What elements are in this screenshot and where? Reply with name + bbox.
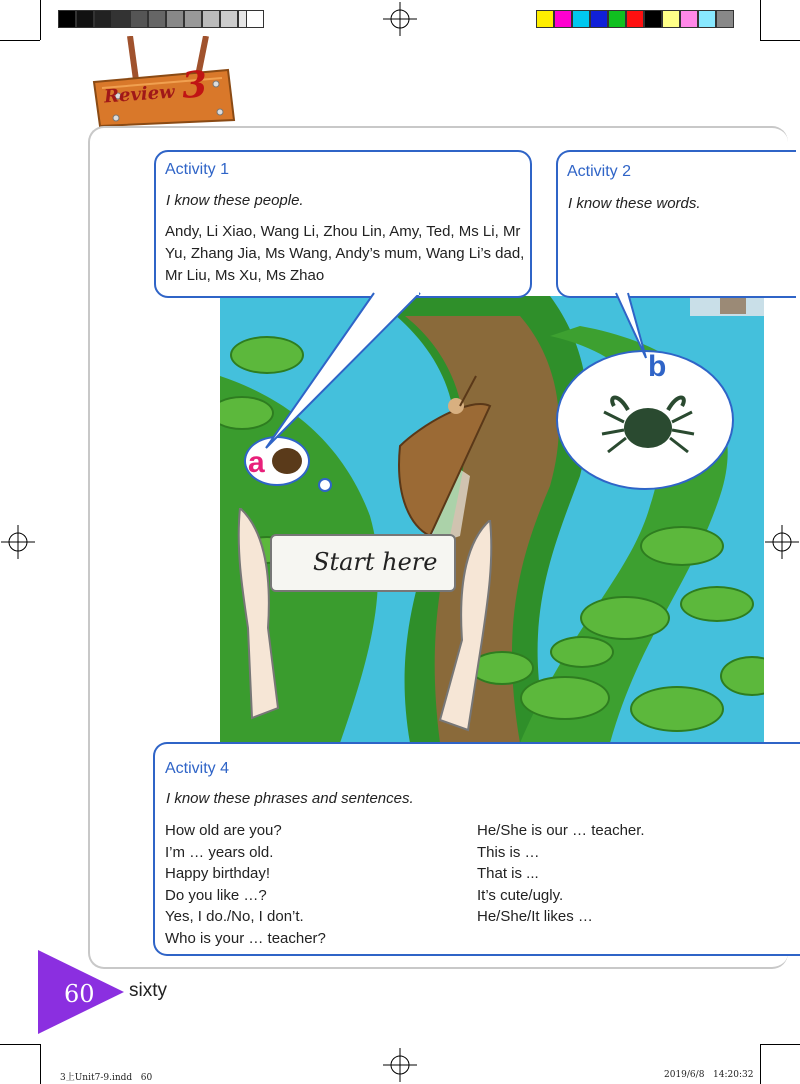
bubble-dot (318, 478, 332, 492)
activity2-title: Activity 2 (567, 163, 632, 180)
activity4-left-list (165, 820, 465, 950)
list-item: I’m … years old. (165, 843, 274, 861)
list-item: That is ... (477, 865, 539, 883)
crop-mark (760, 1044, 761, 1084)
left-pillar (232, 508, 292, 728)
marker-a: a (248, 446, 265, 479)
list-item: He/She is our … teacher. (477, 822, 645, 839)
list-item: Happy birthday! (165, 865, 271, 883)
activity1-title: Activity 1 (165, 161, 230, 178)
list-item: How old are you? (165, 822, 282, 839)
crop-mark (0, 1044, 40, 1045)
activity1-names: Andy, Li Xiao, Wang Li, Zhou Lin, Amy, Ted, Ms Li, Mr Yu, Zhang Jia, Ms Wang, Andy’s mum, Wang Li’s dad, Mr Liu, Ms Xu, Ms Zhao (165, 223, 525, 284)
page-number: 60 (64, 980, 95, 1008)
list-item: Do you like …? (165, 886, 267, 904)
right-pillar (428, 520, 498, 740)
marker-b: b (648, 350, 667, 383)
review-number: 3 (180, 63, 209, 107)
list-item: He/She/It likes … (477, 908, 593, 926)
registration-mark (1, 525, 35, 559)
page-word: sixty (129, 980, 167, 1001)
activity1-subtitle: I know these people. (166, 192, 304, 209)
crop-mark (760, 1044, 800, 1045)
activity1-pointer (256, 292, 466, 456)
crop-mark (40, 0, 41, 40)
print-timestamp: 2019/6/8 14:20:32 (664, 1070, 754, 1080)
activity2-subtitle: I know these words. (568, 195, 701, 212)
list-item: Who is your … teacher? (165, 929, 326, 947)
registration-mark (383, 2, 417, 36)
file-info: 3上Unit7-9.indd 60 (60, 1073, 153, 1083)
activity4-title: Activity 4 (165, 760, 230, 777)
list-item: It’s cute/ugly. (477, 886, 564, 904)
thought-bubble-b (556, 350, 734, 490)
list-item: This is … (477, 843, 540, 861)
review-label: Review (103, 81, 176, 108)
crop-mark (760, 40, 800, 41)
activity4-right-list (477, 820, 757, 928)
crop-mark (40, 1044, 41, 1084)
registration-mark (383, 1048, 417, 1082)
crop-mark (0, 40, 40, 41)
activity4-subtitle: I know these phrases and sentences. (166, 790, 414, 807)
crop-mark (760, 0, 761, 40)
activity2-pointer (614, 292, 664, 362)
list-item: Yes, I do./No, I don’t. (165, 908, 304, 926)
start-label: Start here (313, 548, 438, 576)
crab-icon (598, 382, 698, 462)
